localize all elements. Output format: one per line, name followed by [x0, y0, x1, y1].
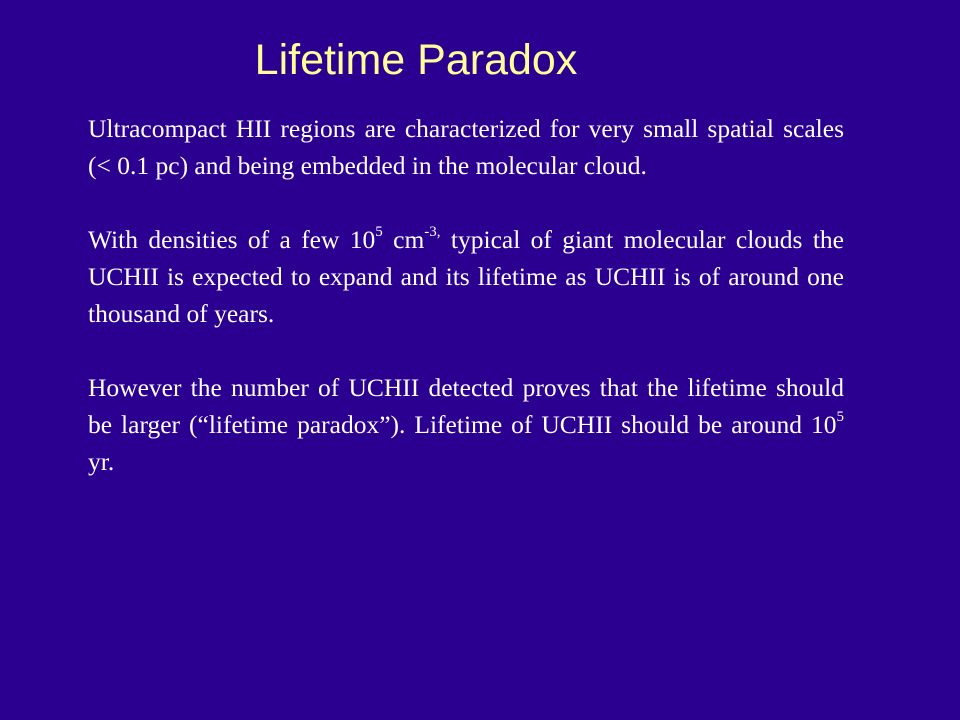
paragraph-2 [88, 221, 844, 332]
slide-body [88, 110, 844, 517]
paragraph-2-sup2: -3, [424, 223, 441, 240]
slide-title: Lifetime Paradox [254, 36, 578, 84]
paragraph-3-part1: However the number of UCHII detected proves that the lifetime should be larger (“lifetime paradox”). Lifetime of UCHII should be around 10 [88, 373, 844, 439]
paragraph-2-sup1: 5 [375, 223, 383, 240]
paragraph-1 [88, 110, 844, 184]
paragraph-1-text: Ultracompact HII regions are characterized for very small spatial scales (< 0.1 pc) and being embedded in the molecular cloud. [88, 114, 844, 180]
paragraph-3-sup1: 5 [836, 408, 844, 425]
paragraph-2-part1: With densities of a few 10 [88, 225, 376, 254]
paragraph-3-part2: yr. [88, 447, 115, 476]
paragraph-2-part2: cm [382, 225, 425, 254]
paragraph-2-part3: typical of giant molecular clouds the UCHII is expected to expand and its lifetime as UCHII is of around one thousand of years. [88, 225, 844, 328]
paragraph-3 [88, 369, 844, 480]
